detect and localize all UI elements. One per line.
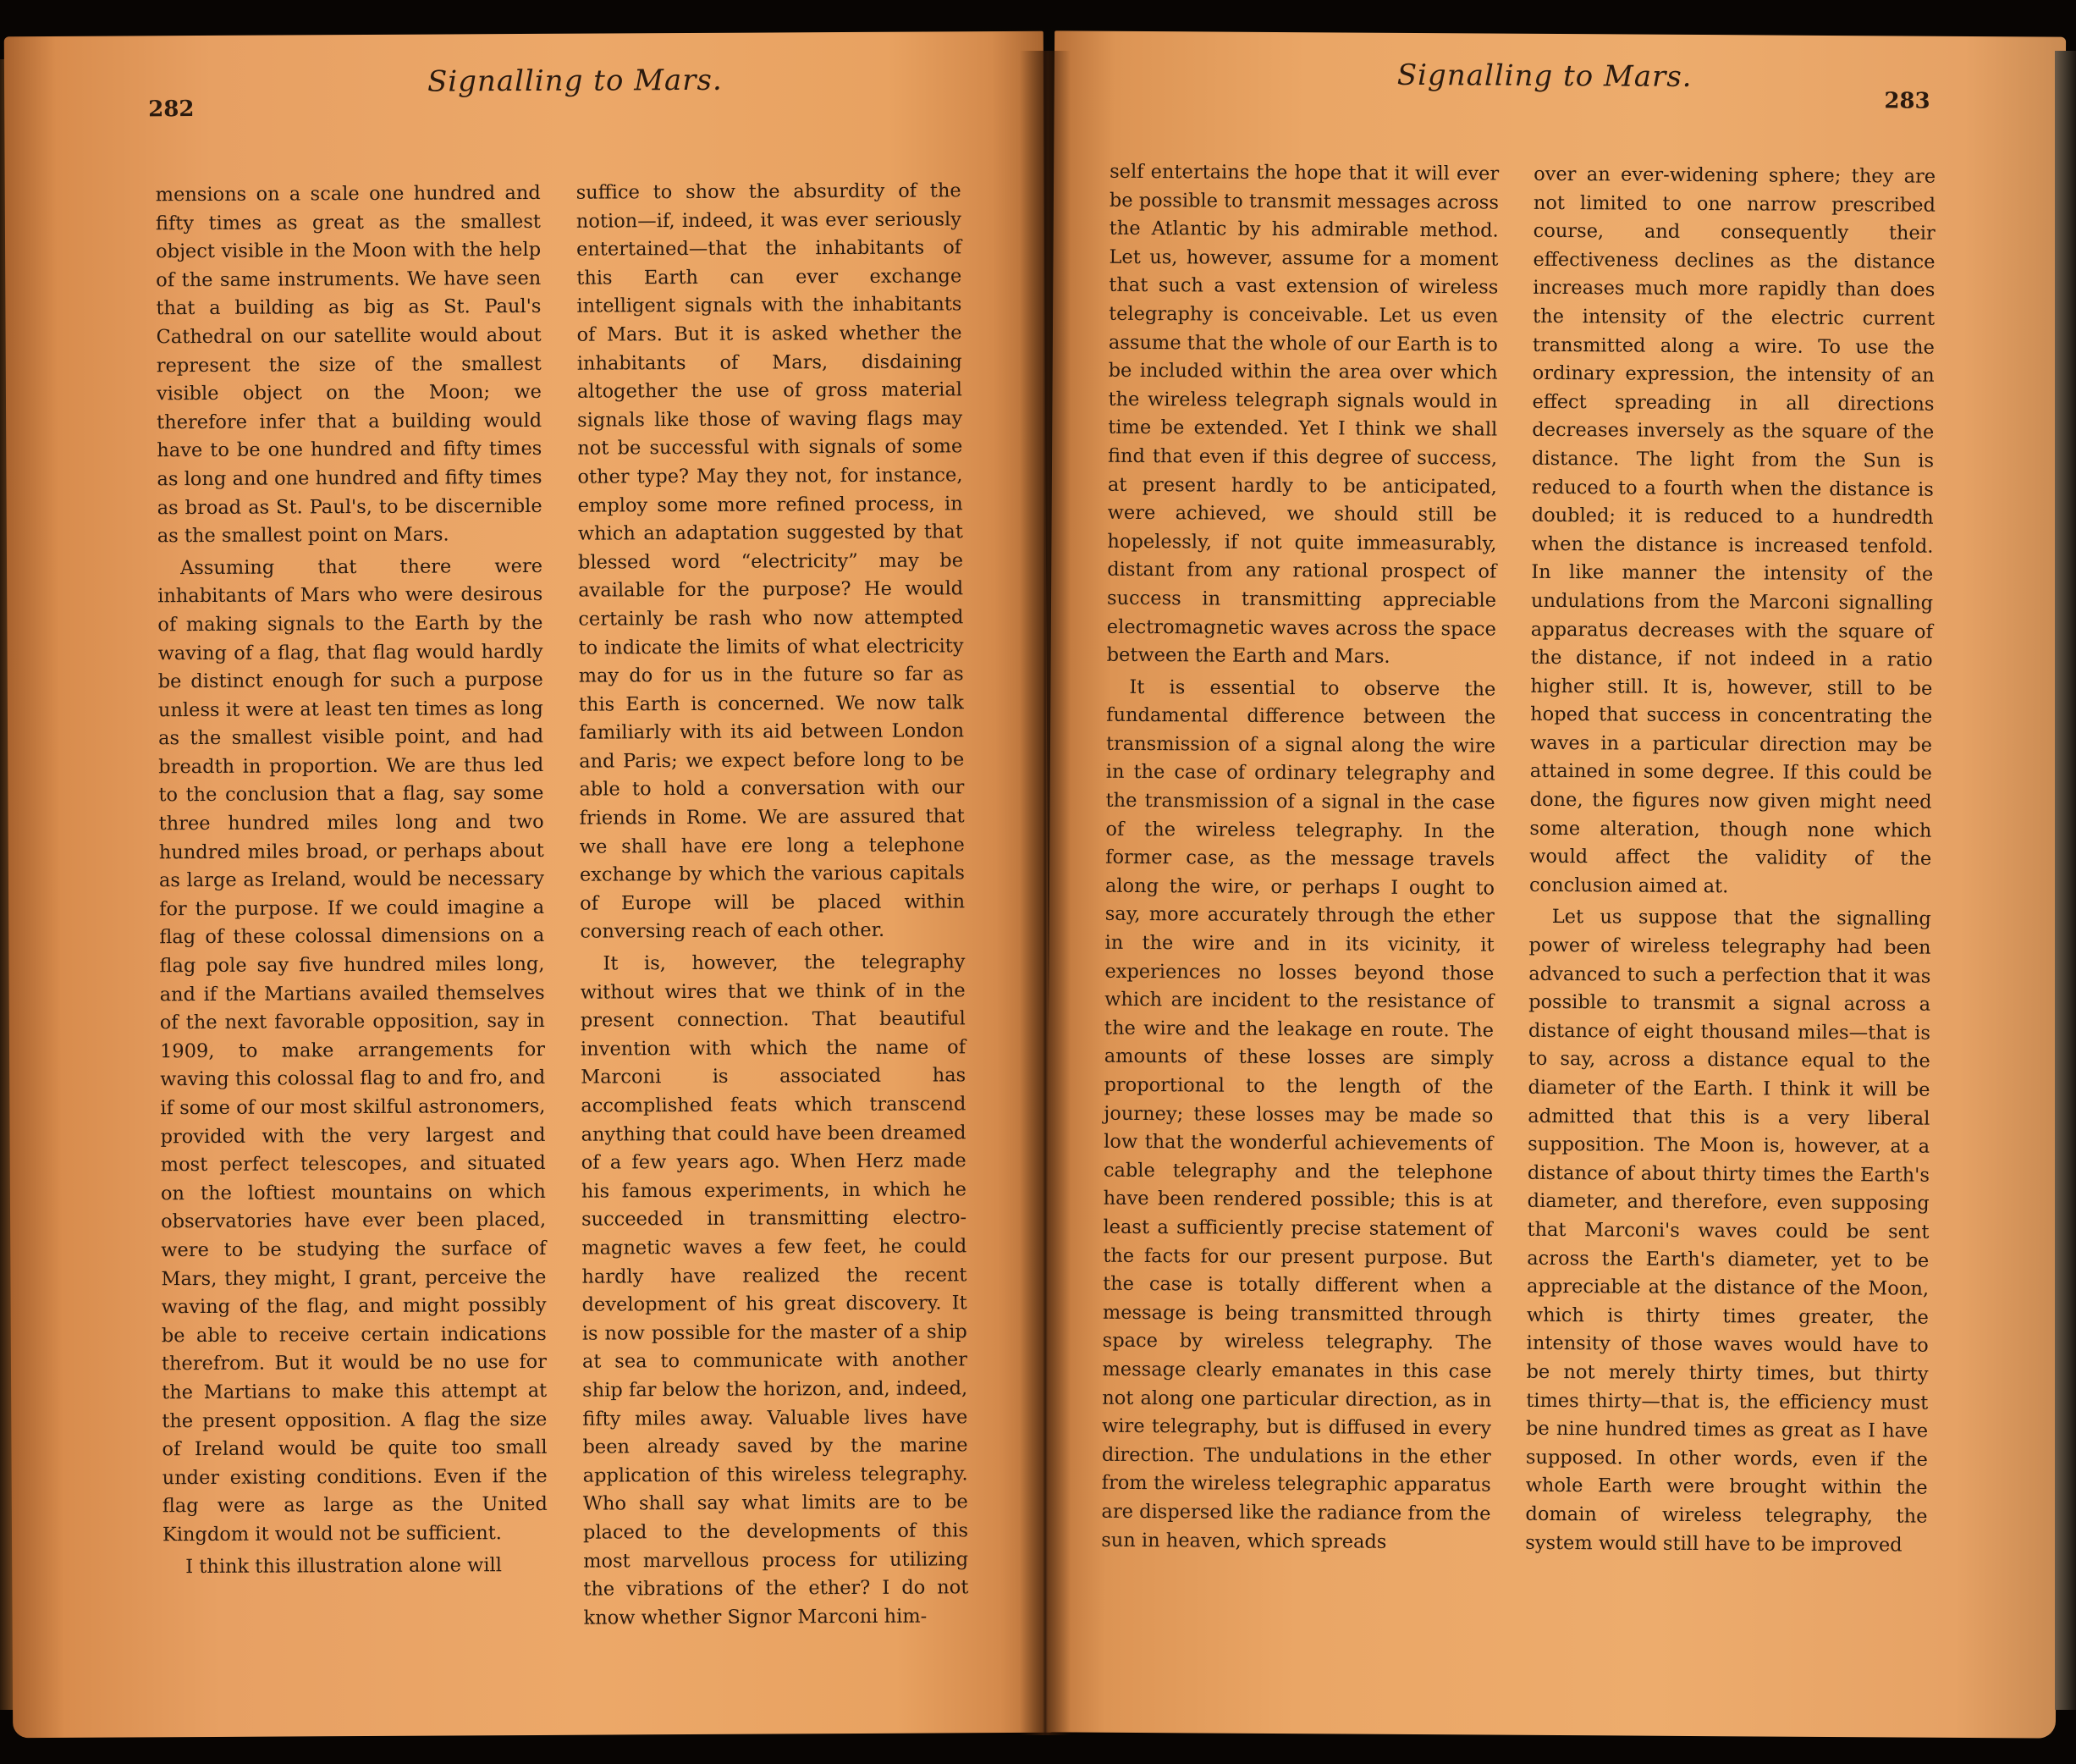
paragraph: Let us suppose that the signalling power of wireless telegraphy had been advanced to such a perfection that it was possible to transmit a signal across a distance of eight thousand miles—that is to say, across a distance equal to the diameter of the Earth. I think it will be admitted that this is a very liberal supposition. The Moon is, however, at a distance of about thirty times the Earth's diameter, and therefore, even supposing that Marconi's waves could be sent across the Earth's diameter, yet to be appreciable at the distance of the Moon, which is thirty times greater, the intensity of those waves would have to be not merely thirty times, but thirty times thirty—that is, the efficiency must be nine hundred times as great as I have supposed. In other words, even if the whole Earth were brought within the domain of wireless telegraphy, the system would still have to be improved — [1525, 906, 1931, 1557]
left-column-1 — [156, 179, 548, 1581]
right-column-2 — [1525, 161, 1936, 1560]
paragraph: mensions on a scale one hundred and fifty times as great as the smallest object visible in the Moon with the help of the same instruments. We have seen that a building as big as St. Paul's Cathedral on our satellite would about represent the size of the smallest visible object on the Moon; we therefore infer that a building would have to be one hundred and fifty times as long and one hundred and fifty times as broad as St. Paul's, to be discernible as the smallest point on Mars. — [155, 181, 542, 548]
right-page — [1044, 30, 2066, 1738]
paragraph: It is essential to observe the fundamental difference between the transmission of a signal along the wire in the case of ordinary telegraphy and the transmission of a signal in the case of the wireless telegraphy. In the former case, as the message travels along the wire, or perhaps I ought to say, more accurately through the ether in the wire and in its vicinity, it experiences no losses beyond those which are incident to the resistance of the wire and the leakage en route. The amounts of these losses are simply proportional to the length of the journey; these losses may be made so low that the wonderful achievements of cable telegraphy and the telephone have been rendered possible; this is at least a sufficiently precise statement of the facts for our present purpose. But the case is totally different when a message is being transmitted through space by wireless telegraphy. The message clearly emanates in this case not along one particular direction, as in wire telegraphy, but is diffused in every direction. The undulations in the ether from the wireless telegraphic apparatus are dispersed like the radiance from the sun in heaven, which spreads — [1101, 675, 1496, 1553]
paragraph: over an ever-widening sphere; they are not limited to one narrow prescribed course, and consequently their effectiveness declines as the distance increases much more rapidly than does the intensity of the electric current transmitted along a wire. To use the ordinary expression, the intensity of an effect spreading in all directions decreases inversely as the square of the distance. The light from the Sun is reduced to a fourth when the distance is doubled; it is reduced to a hundredth when the distance is increased tenfold. In like manner the intensity of the undulations from the Marconi signalling apparatus decreases with the square of the distance, if not indeed in a ratio higher still. It is, however, still to be hoped that success in concentrating the waves in a particular direction may be attained in some degree. If this could be done, the figures now given might need some alteration, though none which would affect the validity of the conclusion aimed at. — [1528, 163, 1936, 898]
page-number: 283 — [1884, 88, 1930, 114]
right-column-1 — [1101, 158, 1499, 1557]
paragraph: self entertains the hope that it will ever be possible to transmit messages across the Atlantic by his admirable method. Let us, however, assume for a moment that such a vast extension of wireless telegraphy is conceivable. Let us even assume that the whole of our Earth is to be included within the area over which the wireless telegraph signals would in time be extended. Yet I think we shall find that even if this degree of success, at present hardly to be anticipated, were achieved, we should still be hopelessly, if not quite immeasurably, distant from any rational prospect of success in transmitting appreciable electromagnetic waves across the space between the Earth and Mars. — [1106, 160, 1500, 668]
running-head: Signalling to Mars. — [1396, 58, 1693, 94]
paragraph: It is, however, the telegraphy without wires that we think of in the present connection. That beautiful invention with which the name of Marconi is associated has accomplished feats which transcend anything that could have been dreamed of a few years ago. When Herz made his famous experiments, in which he succeeded in transmitting electro-magnetic waves a few feet, he could hardly have realized the recent development of his great discovery. It is now possible for the master of a ship at sea to communicate with another ship far below the horizon, and, indeed, fifty miles away. Valuable lives have been already saved by the marine application of this wireless telegraphy. Who shall say what limits are to be placed to the developments of this most marvellous process for utilizing the vibrations of the ether? I do not know whether Signor Marconi him- — [580, 951, 969, 1629]
paragraph: suffice to show the absurdity of the notion—if, indeed, it was ever seriously entertained—that the inhabitants of this Earth can ever exchange intelligent signals with the inhabitants of Mars. But it is asked whether the inhabitants of Mars, disdaining altogether the use of gross material signals like those of waving flags may not be successful with signals of some other type? May they not, for instance, employ some more refined process, in which an adaptation suggested by that blessed word “electricity” may be available for the purpose? He would certainly be rash who now attempted to indicate the limits of what electricity may do for us in the future so far as this Earth is concerned. We now talk familiarly with its aid between London and Paris; we expect before long to be able to hold a conversation with our friends in Rome. We are assured that we shall have ere long a telephone exchange by which the various capitals of Europe will be placed within conversing reach of each other. — [575, 179, 966, 944]
running-head: Signalling to Mars. — [427, 63, 723, 99]
book-edge-right — [2055, 51, 2076, 1710]
left-column-2 — [576, 177, 969, 1633]
book-gutter — [1020, 51, 1071, 1735]
page-number: 282 — [148, 96, 195, 123]
paragraph: I think this illustration alone will — [185, 1553, 502, 1578]
paragraph: Assuming that there were inhabitants of Mars who were desirous of making signals to the Earth by the waving of a flag, that flag would hardly be distinct enough for such a purpose unless it were at least ten times as long as the smallest visible point, and had breadth in proportion. We are thus led to the conclusion that a flag, say some three hundred miles long and two hundred miles broad, or perhaps about as large as Ireland, would be necessary for the purpose. If we could imagine a flag of these colossal dimensions on a flag pole say five hundred miles long, and if the Martians availed themselves of the next favorable opposition, say in 1909, to make arrangements for waving this colossal flag to and fro, and if some of our most skilful astronomers, provided with the very largest and most perfect telescopes, and situated on the loftiest mountains on which observatories have ever been placed, were to be studying the surface of Mars, they might, I grant, perceive the waving of the flag, and might possibly be able to receive certain indications therefrom. But it would be no use for the Martians to make this attempt at the present opposition. A flag the size of Ireland would be quite too small under existing conditions. Even if the flag were as large as the United Kingdom it would not be sufficient. — [157, 554, 548, 1546]
left-page — [4, 31, 1053, 1738]
